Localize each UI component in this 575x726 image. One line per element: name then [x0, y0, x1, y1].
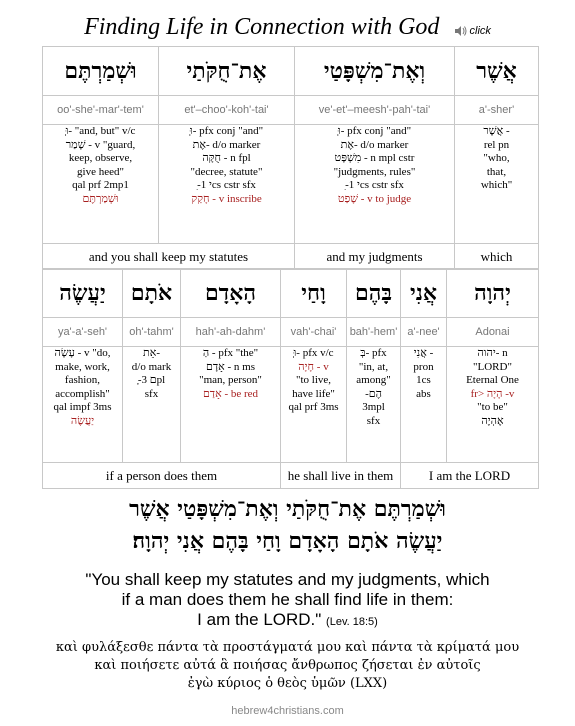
gloss-line: fashion, [64, 374, 101, 386]
hebrew-word: וְאֶת־מִשְׁפָּטַי [295, 47, 455, 96]
verse-greek-line-2: καὶ ποιήσετε αὐτά ἃ ποιήσας ἄνθρωπος ζήσεται ἐν αὐτοῖς [94, 658, 481, 673]
gloss-line: בְּ- pfx [360, 347, 387, 359]
gloss-line: -ָם 3pl [137, 374, 166, 386]
transliteration: bah'-hem' [347, 318, 401, 347]
gloss-line: pron [413, 360, 434, 373]
hebrew-word: וּשְׁמַרְתֶּם [43, 47, 159, 96]
gloss-line: "LORD" [473, 360, 512, 373]
gloss-line: חָקַק - v inscribe [191, 192, 262, 205]
gloss-line: "to be" [477, 401, 508, 413]
phrase-translation: I am the LORD [401, 463, 539, 489]
gloss-line: -הֶם [365, 387, 382, 400]
gloss-line: -ִי 1cs cstr sfx [345, 179, 404, 191]
gloss-line: keep, observe, [68, 152, 133, 164]
phrase-translation: and my judgments [295, 244, 455, 270]
gloss-line: -ִי 1cs cstr sfx [197, 179, 256, 191]
audio-play-link[interactable] [455, 25, 491, 37]
translation-row [43, 244, 539, 270]
gloss-line: qal prf 3ms [288, 401, 339, 413]
transliteration: hah'-ah-dahm' [181, 318, 281, 347]
hebrew-word: אֲשֶׁר [455, 47, 539, 96]
gloss-line: qal prf 2mp1 [72, 179, 129, 191]
gloss-line: have life" [292, 387, 335, 400]
hebrew-word: יְהוָה [447, 269, 539, 318]
word-gloss [401, 347, 447, 463]
verse-english-line-3 [0, 610, 575, 632]
page-title: Finding Life in Connection with God [84, 14, 440, 40]
gloss-line: חֻקָּה - n fpl [202, 152, 251, 164]
gloss-line: "in, at, [358, 360, 389, 373]
gloss-line: d/o mark [131, 360, 172, 373]
phrase-translation: if a person does them [43, 463, 281, 489]
gloss-line: ְוּ- "and, but" v/c [65, 125, 136, 137]
gloss-line: sfx [144, 387, 159, 400]
gloss-line: that, [486, 165, 507, 178]
gloss-line: "decree, statute" [190, 165, 263, 178]
transliteration: ve'-et'–meesh'-pah'-tai' [295, 96, 455, 125]
verse-hebrew-line-2: יַעֲשֶׂה אֹתָם הָאָדָם וָחַי בָּהֶם אֲנִי יְהוָה׃ [132, 528, 443, 554]
gloss-line: חָיָה - v [298, 360, 329, 373]
hebrew-word: בָּהֶם [347, 269, 401, 318]
transliteration-row [43, 96, 539, 125]
gloss-line: שָׁמַר - v "guard, [65, 138, 136, 151]
gloss-line: make, work, [55, 360, 110, 373]
transliteration: ya'-a'-seh' [43, 318, 123, 347]
hebrew-word: הָאָדָם [181, 269, 281, 318]
verse-english-line-2: if a man does them he shall find life in them: [121, 590, 454, 609]
word-gloss [43, 125, 159, 244]
gloss-line: אֲשֶׁר - [483, 125, 510, 137]
gloss-row [43, 347, 539, 463]
gloss-line: Eternal One [466, 374, 519, 386]
gloss-line: אֲנִי - [413, 347, 434, 359]
verse-greek-line-1: καὶ φυλάξεσθε πάντα τὰ προστάγματά μου καὶ πάντα τὰ κρίματά μου [55, 640, 520, 655]
word-table-bottom [42, 268, 539, 489]
transliteration: vah'-chai' [281, 318, 347, 347]
gloss-line: מִשְׁפָּט - n mpl cstr [334, 152, 415, 164]
gloss-line: give heed" [77, 165, 124, 178]
transliteration: oh'-tahm' [123, 318, 181, 347]
gloss-row [43, 125, 539, 244]
gloss-line: 1cs [416, 374, 431, 386]
hebrew-row [43, 269, 539, 318]
footer-site-name: hebrew4christians.com [231, 705, 344, 717]
transliteration-row [43, 318, 539, 347]
gloss-line: אֶהְיֶה [481, 414, 504, 427]
translation-row [43, 463, 539, 489]
gloss-line: "to live, [295, 374, 332, 386]
hebrew-word: אֶת־חֻקֹּתַי [159, 47, 295, 96]
hebrew-row [43, 47, 539, 96]
gloss-line: rel pn [483, 138, 510, 151]
word-gloss [159, 125, 295, 244]
gloss-line: אֶת- d/o marker [340, 138, 409, 151]
gloss-line: ְוּ- pfx v/c [293, 347, 334, 359]
gloss-line: הַ - pfx "the" [202, 347, 259, 359]
gloss-line: יהוה- n [477, 347, 508, 359]
word-gloss [181, 347, 281, 463]
gloss-line: ְוּ- pfx conj "and" [337, 125, 412, 137]
gloss-line: accomplish" [55, 387, 110, 400]
gloss-line: אֶת- d/o marker [192, 138, 261, 151]
transliteration: a'-sher' [455, 96, 539, 125]
header [0, 14, 575, 41]
gloss-line: "who, [483, 152, 510, 164]
word-gloss [455, 125, 539, 244]
word-gloss [43, 347, 123, 463]
gloss-line: ְוּ- pfx conj "and" [189, 125, 264, 137]
transliteration: a'-nee' [401, 318, 447, 347]
gloss-line: שָׁפַט - v to judge [337, 192, 412, 205]
word-gloss [295, 125, 455, 244]
verse-english-text: I am the LORD." [197, 610, 322, 629]
word-table-top [42, 46, 539, 270]
gloss-line: יַעֲשֶׂה [70, 414, 95, 427]
gloss-line: abs [416, 387, 431, 400]
gloss-line: among" [356, 374, 391, 386]
gloss-line: fr> הָיָה -v [470, 387, 515, 400]
gloss-line: אֵת- [143, 347, 160, 359]
gloss-line: "judgments, rules" [333, 165, 416, 178]
word-gloss [281, 347, 347, 463]
verse-hebrew-line-1: וּשְׁמַרְתֶּם אֶת־חֻקֹּתַי וְאֶת־מִשְׁפָּטַי אֲשֶׁר [129, 496, 446, 522]
word-gloss [347, 347, 401, 463]
phrase-translation: and you shall keep my statutes [43, 244, 295, 270]
transliteration: Adonai [447, 318, 539, 347]
gloss-line: qal impf 3ms [53, 401, 112, 413]
verse-english-line-1: "You shall keep my statutes and my judgments, which [85, 570, 490, 589]
hebrew-word: יַעֲשֶׂה [43, 269, 123, 318]
gloss-line: sfx [366, 414, 381, 427]
gloss-line: אָדַם - be red [202, 387, 259, 400]
hebrew-word: וָחַי [281, 269, 347, 318]
gloss-line: וּשְׁמַרְתֶּם [82, 192, 119, 205]
word-gloss [447, 347, 539, 463]
gloss-line: "man, person" [199, 374, 262, 386]
gloss-line: עָשָׂה - v "do, [54, 347, 111, 359]
word-gloss [123, 347, 181, 463]
transliteration: oo'-she'-mar'-tem' [43, 96, 159, 125]
phrase-translation: he shall live in them [281, 463, 401, 489]
hebrew-word: אֹתָם [123, 269, 181, 318]
speaker-icon [455, 26, 467, 36]
transliteration: et'–choo'-koh'-tai' [159, 96, 295, 125]
gloss-line: 3mpl [362, 401, 385, 413]
gloss-line: which" [480, 179, 513, 191]
verse-greek-line-3: ἐγὼ κύριος ὁ θεὸς ὑμῶν (LXX) [187, 676, 388, 691]
gloss-line: אָדָם - n ms [205, 360, 255, 373]
hebrew-word: אֲנִי [401, 269, 447, 318]
verse-reference: (Lev. 18:5) [326, 616, 378, 628]
audio-label: click [469, 25, 491, 37]
phrase-translation: which [455, 244, 539, 270]
